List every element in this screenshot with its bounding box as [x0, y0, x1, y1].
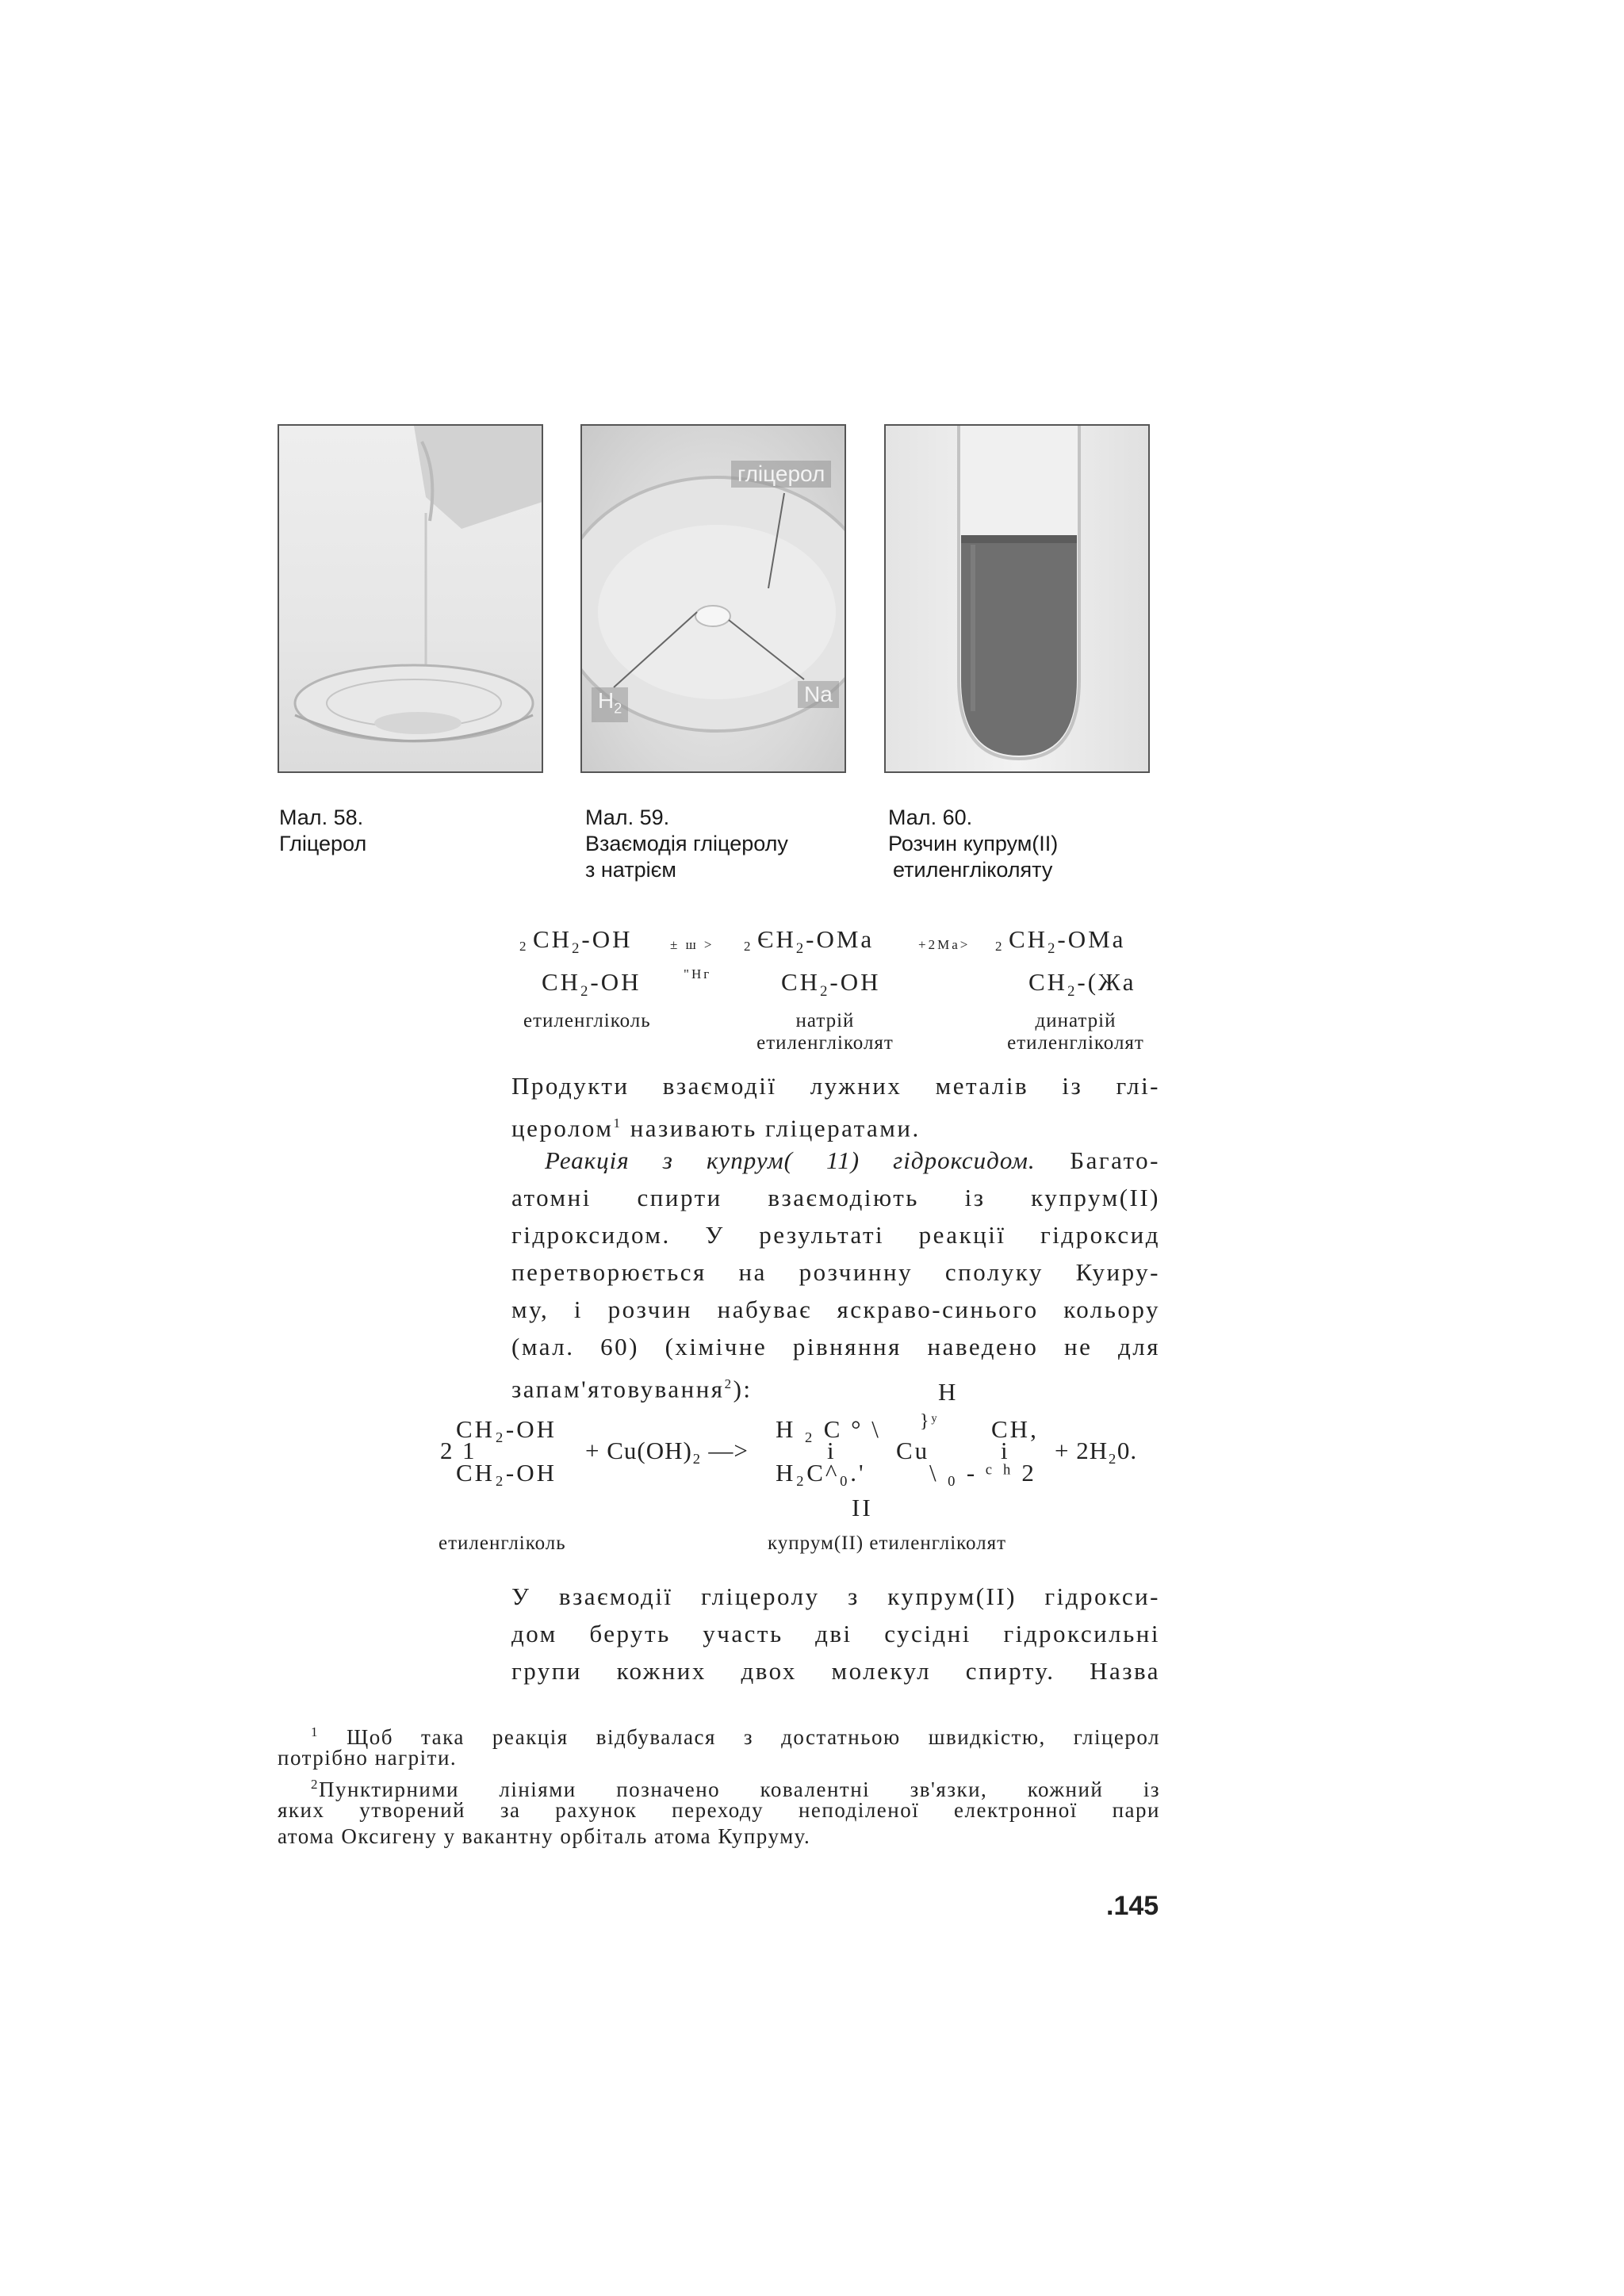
text-line: Продукти взаємодії лужних металів із глі- [511, 1072, 1160, 1100]
formula-fragment: i [827, 1437, 837, 1464]
figure-58-photo [278, 424, 543, 773]
coefficient: 2 [995, 939, 1005, 954]
text-line: групи кожних двох молекул спирту. Назва [511, 1657, 1160, 1685]
formula-fragment: CH₂-OH [456, 1459, 557, 1487]
figure-60-caption [888, 805, 1058, 883]
figure-58-caption [279, 805, 366, 857]
figure-59-caption [585, 805, 788, 883]
reaction-arrow-text: +2Ma> [918, 937, 971, 952]
text-line: $^1$ Щоб така реакція відбувалася з достатньою швидкістю, гліцерол [311, 1724, 1160, 1749]
footnote-2 [278, 1771, 1160, 1850]
glycerol-pour-illustration [279, 426, 543, 773]
formula-fragment: }ʸ [920, 1411, 940, 1432]
text-line: му, і розчин набуває яскраво-синього кольору [511, 1295, 1160, 1323]
formula-fragment: 1 [462, 1437, 477, 1464]
sodium-label: Na [798, 681, 839, 708]
figure-60-label: Мал. 60. [888, 806, 973, 829]
paragraph-copper-hydroxide [511, 1142, 1160, 1402]
figure-59-caption-line: з натрієм [585, 858, 676, 882]
formula-fragment: II [852, 1494, 873, 1521]
formula-fragment: H₂C^₀.' [776, 1459, 866, 1487]
formula-fragment: $CH_2-OH$ [542, 968, 642, 1001]
text-line: атома Оксигену у вакантну орбіталь атома Купруму. [278, 1824, 811, 1848]
text-line: церолом$^1$ називають гліцератами. [511, 1114, 921, 1142]
text-line: У взаємодії гліцеролу з купрум(II) гідрокси- [511, 1582, 1160, 1610]
figure-59-label: Мал. 59. [585, 806, 670, 829]
label-disodium-glycolate: динатрій етиленгліколят [1007, 1010, 1144, 1054]
label-copper-glycolate: купрум(II) етиленгліколят [768, 1533, 1007, 1554]
formula-fragment: $ЄH_2$-OMa [757, 925, 875, 958]
formula-fragment: $CH_2$-OMa [1009, 925, 1126, 958]
text-line: яких утворений за рахунок переходу неподіленої електронної пари [278, 1798, 1160, 1822]
coefficient: 2 [519, 939, 529, 954]
figure-60-caption-line: етиленгліколяту [893, 858, 1053, 882]
coefficient: 2 [744, 939, 753, 954]
test-tube-illustration [886, 426, 1150, 773]
text-line: запам'ятовування$^2$): [511, 1375, 753, 1403]
footnote-marker: 2 [311, 1777, 319, 1792]
formula-fragment: H [938, 1378, 959, 1406]
formula-fragment: + Cu(OH)₂ —> [585, 1437, 749, 1464]
figure-59-caption-line: Взаємодія гліцеролу [585, 832, 788, 855]
figure-60-caption-line: Розчин купрум(ІІ) [888, 832, 1059, 855]
glycerol-label: гліцерол [731, 461, 831, 488]
text-line: перетворюється на розчинну сполуку Куиру- [511, 1258, 1160, 1286]
figure-59-photo [580, 424, 846, 773]
footnote-ref-2: 2 [724, 1376, 733, 1391]
figure-60-photo [884, 424, 1150, 773]
formula-fragment: Cu [896, 1437, 930, 1464]
formula-fragment: + 2H₂0. [1055, 1437, 1138, 1464]
reaction-note: "Hг [684, 966, 712, 982]
text-line: (мал. 60) (хімічне рівняння наведено не для [511, 1333, 1160, 1360]
formula-fragment: CH₂-OH [456, 1415, 557, 1443]
text-line: атомні спирти взаємодіють із купрум(II) [511, 1184, 1160, 1211]
footnote-marker: 1 [311, 1724, 319, 1739]
paragraph-glycerates [511, 1067, 1160, 1142]
label-ethylene-glycol: етиленгліколь [439, 1533, 566, 1554]
formula-fragment: $CH_2-OH$ [533, 925, 633, 958]
text-line: потрібно нагріти. [278, 1746, 458, 1770]
footnote-ref-1: 1 [613, 1115, 622, 1131]
italic-heading: Реакція з купрум( 11) гідроксидом. [545, 1146, 1036, 1174]
label-sodium-glycolate: натрій етиленгліколят [756, 1010, 894, 1054]
text-line: $^2$Пунктирними лініями позначено ковалентні зв'язки, кожний із [311, 1777, 1160, 1801]
formula-fragment: $CH_2-OH$ [781, 968, 881, 1001]
formula-fragment: \ ₀ - ᶜ ʰ 2 [929, 1459, 1036, 1487]
text-line: дом беруть участь дві сусідні гідроксильні [511, 1620, 1160, 1647]
formula-fragment: $CH_2-(Жa$ [1028, 968, 1136, 1001]
coefficient: 2 [440, 1437, 455, 1464]
paragraph-glycerol-interaction [511, 1578, 1160, 1689]
reaction-arrow-text: ± ш > [670, 937, 714, 952]
formula-fragment: i [1001, 1437, 1010, 1464]
formula-fragment: CH, [991, 1415, 1039, 1443]
hydrogen-label: $H_2$ [592, 687, 628, 722]
figure-58-caption-line: Гліцерол [279, 832, 367, 855]
text-line: гідроксидом. У результаті реакції гідроксид [511, 1221, 1160, 1249]
figure-58-label: Мал. 58. [279, 806, 364, 829]
footnote-1 [278, 1719, 1160, 1771]
text-line: Реакція з купрум( 11) гідроксидом. Багато- [545, 1146, 1160, 1174]
formula-fragment: H ₂ C ° \ [776, 1415, 881, 1443]
page-number: .145 [1106, 1891, 1159, 1921]
label-ethylene-glycol: етиленгліколь [523, 1010, 651, 1031]
